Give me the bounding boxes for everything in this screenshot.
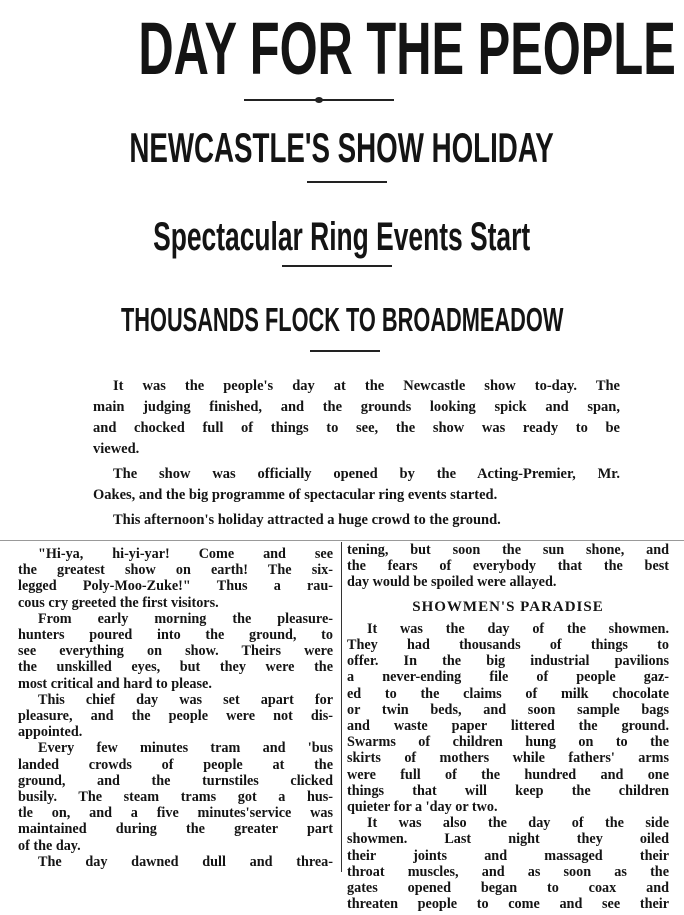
text-line: busily. The steam trams got a hus- <box>18 789 333 806</box>
divider-rule <box>282 265 392 267</box>
text-line: Oakes, and the big programme of spectacular ring events started. <box>93 487 498 503</box>
main-headline <box>0 6 684 91</box>
text-line: skirts of mothers while fathers' arms <box>347 750 669 767</box>
text-line: ground, and the turnstiles clicked <box>18 772 333 789</box>
text-line: most critical and hard to please. <box>18 675 212 692</box>
paragraph <box>18 740 333 853</box>
divider-rule <box>310 350 380 352</box>
text-line: pleasure, and the people were not dis- <box>18 708 333 725</box>
paragraph <box>18 611 333 692</box>
main-headline-text: DAY FOR THE PEOPLE <box>138 7 676 90</box>
subheading: SHOWMEN'S PARADISE <box>412 598 604 615</box>
text-line: gates opened began to coax and <box>347 880 669 897</box>
third-headline-text: Spectacular Ring Events Start <box>153 215 531 259</box>
text-line: showmen. Last night they oiled <box>347 831 669 848</box>
fourth-headline <box>0 301 684 339</box>
text-line: legged Poly-Moo-Zuke!" Thus a rau- <box>18 578 333 595</box>
text-line: This chief day was set apart for <box>38 691 333 708</box>
column-divider <box>341 542 342 872</box>
text-line: The day dawned dull and threa- <box>38 853 333 870</box>
text-line: viewed. <box>93 441 140 457</box>
text-line: It was the day of the showmen. <box>367 620 669 637</box>
text-line: their joints and massaged their <box>347 847 669 864</box>
column-top-rule <box>0 540 684 541</box>
left-column <box>18 546 333 870</box>
paragraph <box>18 546 333 611</box>
text-line: or twin beds, and soon sample bags <box>347 701 669 718</box>
text-line: throat muscles, and as soon as the <box>347 863 669 880</box>
third-headline <box>0 215 684 260</box>
lead-paragraphs <box>93 376 620 531</box>
text-line: threaten people to come and see their <box>347 896 669 913</box>
paragraph <box>18 854 333 870</box>
paragraph <box>93 510 620 531</box>
text-line: landed crowds of people at the <box>18 756 333 773</box>
text-line: It was also the day of the side <box>367 815 669 832</box>
paragraph <box>347 542 669 591</box>
text-line: Swarms of children hung on to the <box>347 734 669 751</box>
text-line: The show was officially opened by the Acting-Premier, Mr. <box>113 466 620 482</box>
text-line: things that will keep the children <box>347 782 669 799</box>
text-line: offer. In the big industrial pavilions <box>347 653 669 670</box>
right-paragraphs <box>347 621 669 913</box>
text-line: hunters poured into the ground, to <box>18 627 333 644</box>
text-line: This afternoon's holiday attracted a huge crowd to the ground. <box>113 512 501 528</box>
text-line: appointed. <box>18 724 83 741</box>
text-line: tening, but soon the sun shone, and <box>347 542 669 558</box>
paragraph <box>18 692 333 741</box>
divider-ornament <box>315 97 323 103</box>
text-line: main judging finished, and the grounds looking spick and span, <box>93 399 620 415</box>
text-line: They had thousands of things to <box>347 637 669 654</box>
text-line: and waste paper littered the ground. <box>347 718 669 735</box>
second-headline <box>0 124 684 172</box>
text-line: tle on, and a five minutes'service was <box>18 805 333 822</box>
text-line: ed to the claims of milk chocolate <box>347 685 669 702</box>
text-line: It was the people's day at the Newcastle show to-day. The <box>113 378 620 394</box>
text-line: of the day. <box>18 837 81 854</box>
text-line: Every few minutes tram and 'bus <box>38 740 333 757</box>
text-line: the fears of everybody that the best <box>347 558 669 575</box>
fourth-headline-text: THOUSANDS FLOCK TO BROADMEADOW <box>120 301 564 338</box>
text-line: a never-ending file of people gaz- <box>347 669 669 686</box>
text-line: and chocked full of things to see, the show was ready to be <box>93 420 620 436</box>
paragraph <box>93 464 620 506</box>
text-line: see everything on show. Theirs were <box>18 643 333 660</box>
text-line: the greatest show on earth! The six- <box>18 562 333 579</box>
text-line: were full of the hundred and one <box>347 766 669 783</box>
text-line: the unskilled eyes, but they were the <box>18 659 333 676</box>
text-line: quieter for a 'day or two. <box>347 799 498 816</box>
paragraph <box>93 376 620 460</box>
divider-rule <box>307 181 387 183</box>
paragraph <box>347 815 669 912</box>
second-headline-text: NEWCASTLE'S SHOW HOLIDAY <box>129 124 555 171</box>
continuation-text <box>347 542 669 591</box>
text-line: day would be spoiled were allayed. <box>347 574 557 591</box>
text-line: "Hi-ya, hi-yi-yar! Come and see <box>38 546 333 562</box>
right-column <box>347 542 669 912</box>
paragraph <box>347 621 669 815</box>
text-line: maintained during the greater part <box>18 821 333 838</box>
text-line: cous cry greeted the first visitors. <box>18 594 219 611</box>
text-line: From early morning the pleasure- <box>38 610 333 627</box>
